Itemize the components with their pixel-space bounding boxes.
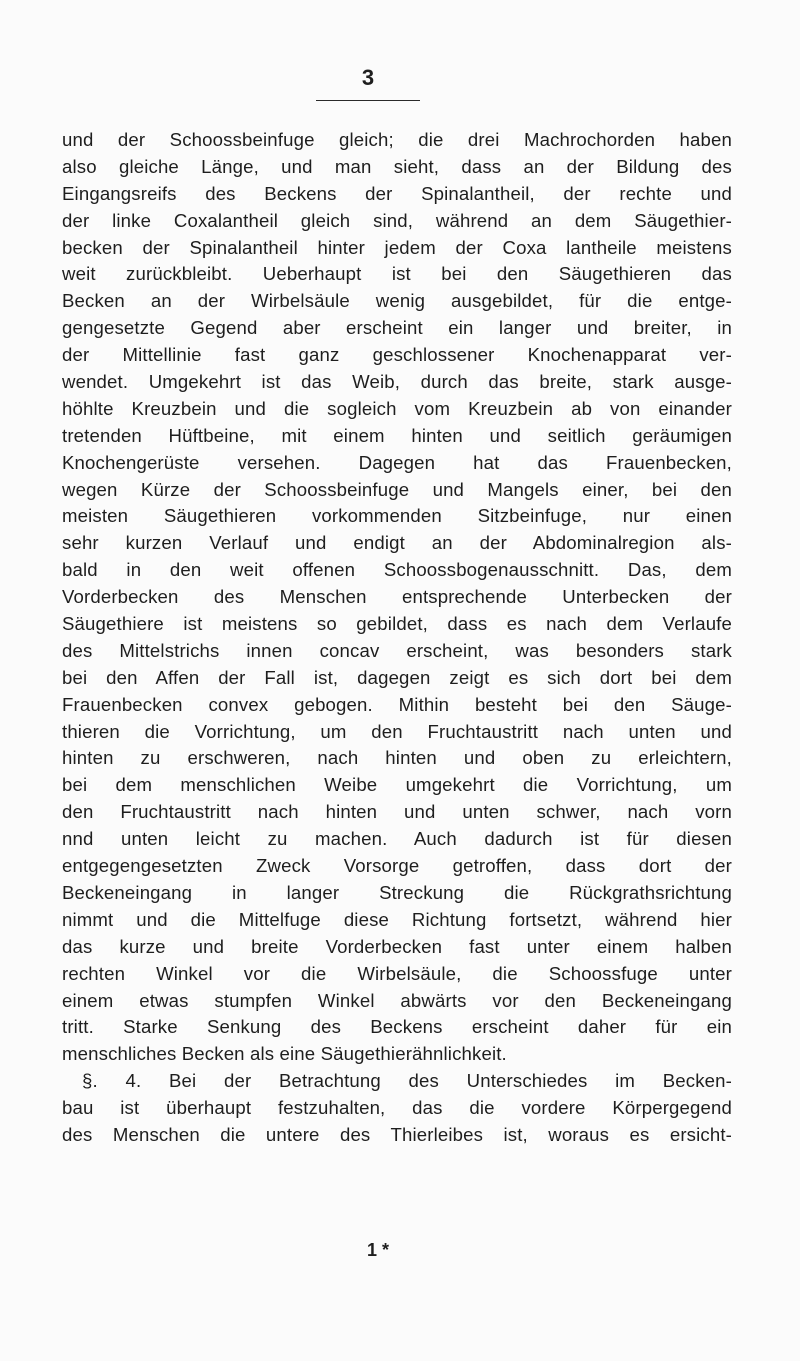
- text-line: weit zurückbleibt. Ueberhaupt ist bei den Säugethieren das: [62, 263, 732, 285]
- text-line: bei dem menschlichen Weibe umgekehrt die Vorrichtung, um: [62, 774, 732, 796]
- text-line: nnd unten leicht zu machen. Auch dadurch ist für diesen: [62, 828, 732, 850]
- text-line: wegen Kürze der Schoossbeinfuge und Mangels einer, bei den: [62, 478, 732, 500]
- text-line: menschliches Becken als eine Säugethierähnlichkeit.: [62, 1043, 507, 1065]
- text-line: tretenden Hüftbeine, mit einem hinten und seitlich geräumigen: [62, 424, 732, 446]
- text-line: meisten Säugethieren vorkommenden Sitzbeinfuge, nur einen: [62, 505, 732, 527]
- section-start-line: §. 4. Bei der Betrachtung des Unterschiedes im Becken-: [82, 1070, 732, 1092]
- text-line: becken der Spinalantheil hinter jedem der Coxa lantheile meistens: [62, 236, 732, 258]
- text-line: Beckeneingang in langer Streckung die Rückgrathsrichtung: [62, 881, 732, 903]
- text-line: Becken an der Wirbelsäule wenig ausgebildet, für die entge-: [62, 290, 732, 312]
- text-line: Säugethiere ist meistens so gebildet, dass es nach dem Verlaufe: [62, 613, 732, 635]
- text-line: entgegengesetzten Zweck Vorsorge getroffen, dass dort der: [62, 855, 732, 877]
- text-line: Eingangsreifs des Beckens der Spinalantheil, der rechte und: [62, 182, 732, 204]
- body-text: [62, 127, 732, 1149]
- text-line: Frauenbecken convex gebogen. Mithin besteht bei den Säuge-: [62, 693, 732, 715]
- text-line: bau ist überhaupt festzuhalten, das die vordere Körpergegend: [62, 1097, 732, 1119]
- text-line: tritt. Starke Senkung des Beckens erscheint daher für ein: [62, 1016, 732, 1038]
- text-line: das kurze und breite Vorderbecken fast unter einem halben: [62, 935, 732, 957]
- text-line: sehr kurzen Verlauf und endigt an der Abdominalregion als-: [62, 532, 732, 554]
- text-line: Knochengerüste versehen. Dagegen hat das Frauenbecken,: [62, 451, 732, 473]
- header-rule: [316, 100, 420, 101]
- page-number: 3: [361, 65, 375, 90]
- text-line: thieren die Vorrichtung, um den Fruchtaustritt nach unten und: [62, 720, 732, 742]
- text-line: also gleiche Länge, und man sieht, dass an der Bildung des: [62, 155, 732, 177]
- text-line: des Mittelstrichs innen concav erscheint, was besonders stark: [62, 639, 732, 661]
- text-line: der linke Coxalantheil gleich sind, während an dem Säugethier-: [62, 209, 732, 231]
- text-line: rechten Winkel vor die Wirbelsäule, die Schoossfuge unter: [62, 962, 732, 984]
- text-line: des Menschen die untere des Thierleibes ist, woraus es ersicht-: [62, 1123, 732, 1145]
- text-line: nimmt und die Mittelfuge diese Richtung fortsetzt, während hier: [62, 908, 732, 930]
- text-line: Vorderbecken des Menschen entsprechende Unterbecken der: [62, 586, 732, 608]
- text-line: bald in den weit offenen Schoossbogenausschnitt. Das, dem: [62, 559, 732, 581]
- text-line: höhlte Kreuzbein und die sogleich vom Kreuzbein ab von einander: [62, 397, 732, 419]
- signature-mark: 1 *: [367, 1240, 390, 1260]
- text-line: den Fruchtaustritt nach hinten und unten schwer, nach vorn: [62, 801, 732, 823]
- text-line: wendet. Umgekehrt ist das Weib, durch das breite, stark ausge-: [62, 371, 732, 393]
- text-line: gengesetzte Gegend aber erscheint ein langer und breiter, in: [62, 317, 732, 339]
- text-line: der Mittellinie fast ganz geschlossener Knochenapparat ver-: [62, 344, 732, 366]
- text-line: einem etwas stumpfen Winkel abwärts vor den Beckeneingang: [62, 989, 732, 1011]
- text-line: und der Schoossbeinfuge gleich; die drei Machrochorden haben: [62, 129, 732, 150]
- text-line: hinten zu erschweren, nach hinten und oben zu erleichtern,: [62, 747, 732, 769]
- text-line: bei den Affen der Fall ist, dagegen zeigt es sich dort bei dem: [62, 666, 732, 688]
